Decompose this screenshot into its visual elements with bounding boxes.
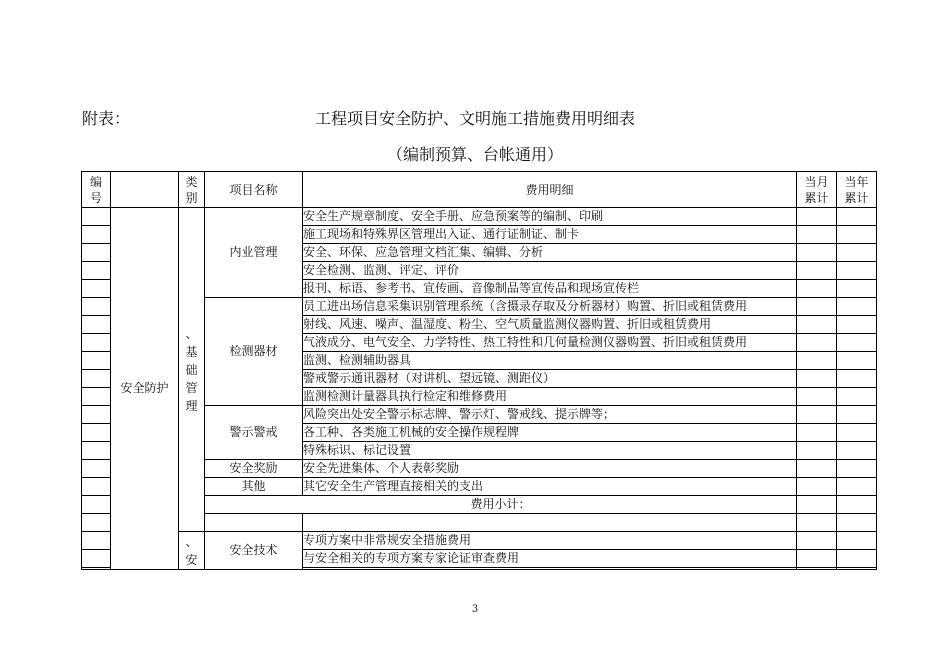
no-cell: [82, 550, 111, 568]
year-total-cell: [837, 568, 877, 570]
detail-cell: 气液成分、电气安全、力学特性、热工特性和几何量检测仪器购置、折旧或租赁费用: [303, 334, 797, 352]
no-cell: [82, 532, 111, 550]
detail-cell: 报刊、标语、参考书、宣传画、音像制品等宣传品和现场宣传栏: [303, 280, 797, 298]
header-blank: [111, 172, 179, 208]
detail-cell: 施工现场和特殊界区管理出入证、通行证制证、制卡: [303, 226, 797, 244]
year-total-cell: [837, 370, 877, 388]
month-total-cell: [797, 370, 837, 388]
table-row: [82, 208, 877, 226]
header-year-total: 当年 累计: [837, 172, 877, 208]
month-total-cell: [797, 226, 837, 244]
year-total-cell: [837, 550, 877, 568]
detail-cell: 各工种、各类施工机械的安全操作规程牌: [303, 424, 797, 442]
item-cell: [205, 514, 303, 532]
year-total-cell: [837, 424, 877, 442]
item-detection-equipment: 检测器材: [205, 298, 303, 406]
month-total-cell: [797, 244, 837, 262]
month-total-cell: [797, 388, 837, 406]
month-total-cell: [797, 442, 837, 460]
month-total-cell: [797, 496, 837, 514]
year-total-cell: [837, 406, 877, 424]
detail-cell: 警戒警示通讯器材（对讲机、望远镜、测距仪）: [303, 370, 797, 388]
month-total-cell: [797, 478, 837, 496]
month-total-cell: [797, 208, 837, 226]
year-total-cell: [837, 280, 877, 298]
month-total-cell: [797, 568, 837, 570]
no-cell: [82, 460, 111, 478]
item-other: 其他: [205, 478, 303, 496]
no-cell: [82, 226, 111, 244]
no-cell: [82, 568, 111, 570]
header-no: 编 号: [82, 172, 111, 208]
detail-cell: 安全生产规章制度、安全手册、应急预案等的编制、印刷: [303, 208, 797, 226]
header-month-total: 当月 累计: [797, 172, 837, 208]
year-total-cell: [837, 532, 877, 550]
document-title: 工程项目安全防护、文明施工措施费用明细表: [314, 109, 635, 128]
detail-cell: 特殊标识、标记设置: [303, 442, 797, 460]
month-total-cell: [797, 406, 837, 424]
no-cell: [82, 334, 111, 352]
month-total-cell: [797, 298, 837, 316]
category-basic-management: 、 基 础 管 理: [179, 208, 205, 532]
no-cell: [82, 262, 111, 280]
header-item-name: 项目名称: [205, 172, 303, 208]
no-cell: [82, 280, 111, 298]
month-total-cell: [797, 316, 837, 334]
table-row: [82, 532, 877, 550]
year-total-cell: [837, 226, 877, 244]
month-total-cell: [797, 334, 837, 352]
year-total-cell: [837, 262, 877, 280]
category-safety-tech: 、 安: [179, 532, 205, 570]
no-cell: [82, 442, 111, 460]
month-total-cell: [797, 280, 837, 298]
no-cell: [82, 244, 111, 262]
no-cell: [82, 388, 111, 406]
year-total-cell: [837, 496, 877, 514]
subtotal-label: 费用小计：: [205, 496, 797, 514]
page-number: 3: [471, 604, 479, 615]
no-cell: [82, 208, 111, 226]
month-total-cell: [797, 460, 837, 478]
year-total-cell: [837, 442, 877, 460]
month-total-cell: [797, 532, 837, 550]
detail-cell: 安全先进集体、个人表彰奖励: [303, 460, 797, 478]
no-cell: [82, 298, 111, 316]
detail-cell: 射线、风速、噪声、温湿度、粉尘、空气质量监测仪器购置、折旧或租赁费用: [303, 316, 797, 334]
fee-detail-table: [81, 171, 877, 570]
item-safety-technology: 安全技术: [205, 532, 303, 570]
detail-cell: 安全检测、监测、评定、评价: [303, 262, 797, 280]
detail-cell: 风险突出处安全警示标志牌、警示灯、警戒线、提示牌等；: [303, 406, 797, 424]
item-warning-guard: 警示警戒: [205, 406, 303, 460]
year-total-cell: [837, 460, 877, 478]
year-total-cell: [837, 298, 877, 316]
year-total-cell: [837, 514, 877, 532]
detail-cell: 与安全相关的专项方案专家论证审查费用: [303, 550, 797, 568]
detail-cell: 监测检测计量器具执行检定和维修费用: [303, 388, 797, 406]
no-cell: [82, 424, 111, 442]
no-cell: [82, 496, 111, 514]
item-safety-reward: 安全奖励: [205, 460, 303, 478]
detail-cell: 员工进出场信息采集识别管理系统（含摄录存取及分析器材）购置、折旧或租赁费用: [303, 298, 797, 316]
header-category: 类 别: [179, 172, 205, 208]
year-total-cell: [837, 334, 877, 352]
table-header-row: [82, 172, 877, 208]
month-total-cell: [797, 514, 837, 532]
month-total-cell: [797, 262, 837, 280]
month-total-cell: [797, 424, 837, 442]
year-total-cell: [837, 208, 877, 226]
no-cell: [82, 352, 111, 370]
appendix-label: 附表：: [82, 109, 131, 128]
year-total-cell: [837, 244, 877, 262]
year-total-cell: [837, 352, 877, 370]
month-total-cell: [797, 352, 837, 370]
detail-cell: 专项方案中非常规安全措施费用: [303, 532, 797, 550]
no-cell: [82, 478, 111, 496]
no-cell: [82, 514, 111, 532]
year-total-cell: [837, 388, 877, 406]
item-internal-management: 内业管理: [205, 208, 303, 298]
no-cell: [82, 316, 111, 334]
group-safety-protection: 安全防护: [111, 208, 179, 570]
detail-cell: 安全、环保、应急管理文档汇集、编辑、分析: [303, 244, 797, 262]
year-total-cell: [837, 478, 877, 496]
month-total-cell: [797, 550, 837, 568]
year-total-cell: [837, 316, 877, 334]
header-fee-detail: 费用明细: [303, 172, 797, 208]
no-cell: [82, 406, 111, 424]
detail-cell: 其它安全生产管理直接相关的支出: [303, 478, 797, 496]
detail-cell: [303, 514, 797, 532]
detail-cell: 监测、检测辅助器具: [303, 352, 797, 370]
detail-cell: [303, 568, 797, 570]
document-subtitle: （编制预算、台帐通用）: [386, 145, 563, 164]
no-cell: [82, 370, 111, 388]
